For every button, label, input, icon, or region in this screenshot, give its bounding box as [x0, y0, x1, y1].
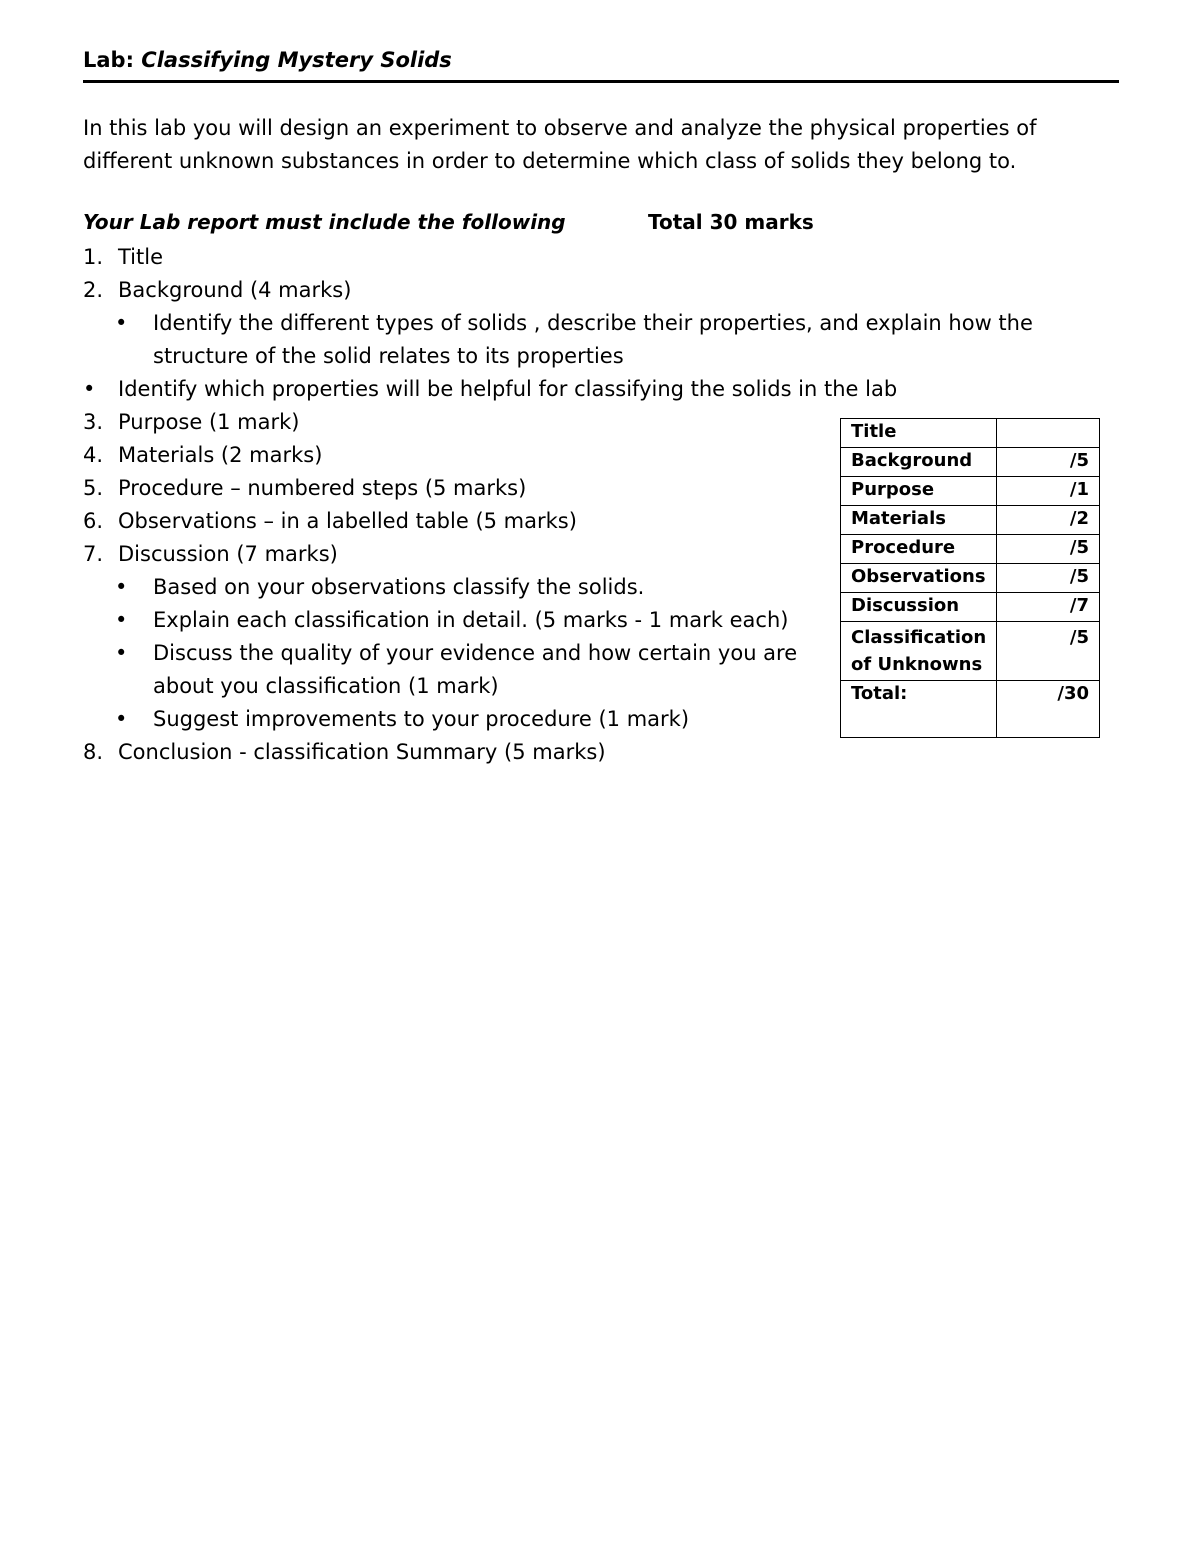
- table-cell-value: /7: [997, 593, 1100, 622]
- list-item-text: Observations – in a labelled table (5 marks): [118, 509, 577, 533]
- list-number: 1.: [83, 245, 104, 269]
- list-item-text: Materials (2 marks): [118, 443, 323, 467]
- bullet-icon: •: [115, 311, 128, 335]
- table-cell-value: /5: [997, 564, 1100, 593]
- list-item-background: [83, 274, 1123, 307]
- table-row: [841, 506, 1100, 535]
- bullet-text: Identify which properties will be helpful for classifying the solids in the lab: [118, 377, 898, 401]
- table-cell-value: [997, 419, 1100, 448]
- table-row: [841, 477, 1100, 506]
- bullet-text: Identify the different types of solids , describe their properties, and explain how the: [153, 311, 1033, 335]
- bullet-text: Explain each classification in detail. (5 marks - 1 mark each): [153, 608, 789, 632]
- table-cell-label: Background: [841, 448, 997, 477]
- marks-table: [840, 418, 1100, 738]
- list-number: 5.: [83, 476, 104, 500]
- bullet-item: [83, 373, 1123, 406]
- bullet-icon: •: [115, 575, 128, 599]
- bullet-icon: •: [83, 377, 96, 401]
- table-row: [841, 535, 1100, 564]
- bullet-text: about you classification (1 mark): [153, 674, 499, 698]
- requirements-heading-text: Your Lab report must include the following: [83, 210, 566, 234]
- title-text: Classifying Mystery Solids: [141, 48, 452, 72]
- table-row: [841, 593, 1100, 622]
- table-cell-label: Discussion: [841, 593, 997, 622]
- table-cell-value: /30: [997, 681, 1100, 738]
- bullet-icon: •: [115, 641, 128, 665]
- table-cell-value: /1: [997, 477, 1100, 506]
- table-cell-label: Materials: [841, 506, 997, 535]
- table-cell-value: /5: [997, 448, 1100, 477]
- list-number: 8.: [83, 740, 104, 764]
- bullet-continuation: [83, 340, 1123, 373]
- bullet-text: Based on your observations classify the solids.: [153, 575, 645, 599]
- list-number: 7.: [83, 542, 104, 566]
- table-cell-value: /5: [997, 622, 1100, 681]
- list-item-conclusion: [83, 736, 1123, 769]
- list-item-text: Conclusion - classification Summary (5 marks): [118, 740, 606, 764]
- title-prefix: Lab:: [83, 48, 142, 72]
- table-cell-label: Title: [841, 419, 997, 448]
- table-cell-label: Total:: [841, 681, 997, 738]
- table-cell-label: Classification of Unknowns: [841, 622, 997, 681]
- list-item-title: [83, 241, 1123, 274]
- bullet-text: structure of the solid relates to its properties: [153, 344, 624, 368]
- table-row: [841, 622, 1100, 681]
- table-row: [841, 419, 1100, 448]
- bullet-icon: •: [115, 608, 128, 632]
- table-cell-value: /5: [997, 535, 1100, 564]
- table-cell-label: Observations: [841, 564, 997, 593]
- bullet-icon: •: [115, 707, 128, 731]
- bullet-item: [83, 307, 1123, 340]
- list-item-text: Procedure – numbered steps (5 marks): [118, 476, 527, 500]
- table-cell-label: Purpose: [841, 477, 997, 506]
- total-marks-label: Total 30 marks: [648, 210, 814, 234]
- list-item-text: Purpose (1 mark): [118, 410, 300, 434]
- page-title: [83, 48, 452, 72]
- table-cell-label: Procedure: [841, 535, 997, 564]
- table-cell-value: /2: [997, 506, 1100, 535]
- requirements-heading: [83, 210, 814, 234]
- bullet-text: Discuss the quality of your evidence and how certain you are: [153, 641, 798, 665]
- list-item-text: Discussion (7 marks): [118, 542, 338, 566]
- intro-paragraph: In this lab you will design an experiment to observe and analyze the physical properties of different unknown substances in order to determine which class of solids they belong to.: [83, 116, 1037, 173]
- bullet-text: Suggest improvements to your procedure (1 mark): [153, 707, 690, 731]
- list-number: 4.: [83, 443, 104, 467]
- list-number: 2.: [83, 278, 104, 302]
- list-number: 6.: [83, 509, 104, 533]
- list-item-text: Background (4 marks): [118, 278, 352, 302]
- list-number: 3.: [83, 410, 104, 434]
- list-item-text: Title: [118, 245, 164, 269]
- table-row: [841, 448, 1100, 477]
- table-row: [841, 564, 1100, 593]
- table-row-total: [841, 681, 1100, 738]
- title-underline: [83, 80, 1119, 83]
